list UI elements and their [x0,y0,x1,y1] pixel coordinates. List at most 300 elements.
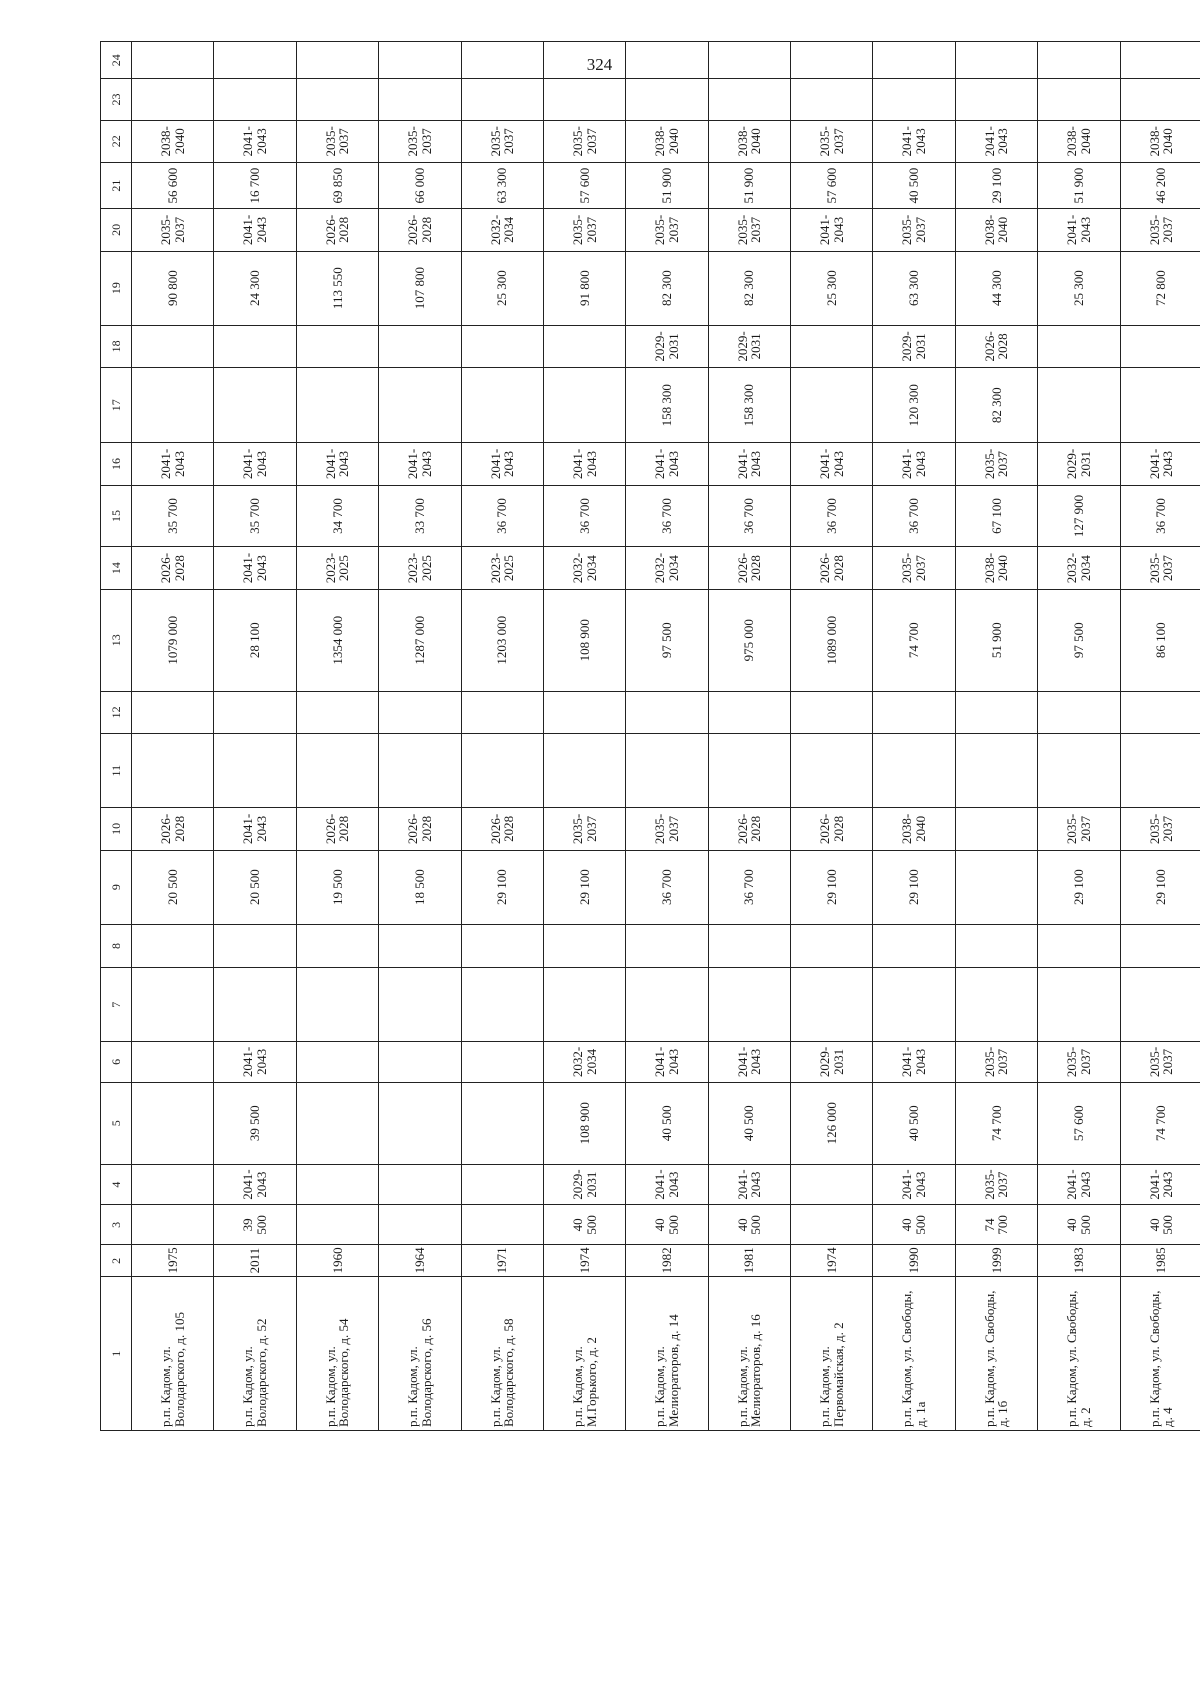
table-cell: 2038-2040 [1038,120,1120,162]
table-cell: 2023-2025 [379,547,461,589]
table-row [461,42,543,1431]
table-cell [379,368,461,443]
table-cell [379,1205,461,1245]
table-cell [955,924,1037,967]
table-cell: 97 500 [626,589,708,691]
table-cell: 2026-2028 [132,808,214,850]
table-cell: 108 900 [543,589,625,691]
column-header: 4 [101,1165,132,1205]
table-row [1120,42,1200,1431]
table-cell: 33 700 [379,485,461,547]
table-cell [214,924,296,967]
table-cell [1038,734,1120,808]
table-cell [791,1165,873,1205]
table-cell: 1203 000 [461,589,543,691]
renovation-schedule-table [100,41,1200,1431]
address-cell: р.п. Кадом, ул. Володарского, д. 105 [132,1277,214,1431]
table-cell: 158 300 [626,368,708,443]
table-cell: 975 000 [708,589,790,691]
address-cell: р.п. Кадом, ул. Свободы, д. 1а [873,1277,955,1431]
table-cell [1038,968,1120,1042]
table-cell: 40 500 [626,1205,708,1245]
table-cell: 2029-2031 [626,325,708,367]
table-cell: 2032-2034 [543,547,625,589]
table-cell: 2035-2037 [543,808,625,850]
table-cell: 63 300 [873,251,955,325]
table-row [379,42,461,1431]
table-cell: 2041-2043 [626,443,708,485]
table-cell: 57 600 [543,162,625,208]
column-header: 7 [101,968,132,1042]
address-cell: р.п. Кадом, ул. Свободы, д. 4 [1120,1277,1200,1431]
table-cell [296,42,378,79]
table-cell: 2035-2037 [296,120,378,162]
column-header: 1 [101,1277,132,1431]
table-cell [955,850,1037,924]
table-cell: 113 550 [296,251,378,325]
table-cell [461,691,543,733]
table-cell: 2041-2043 [214,209,296,251]
table-cell [132,1042,214,1082]
table-cell: 74 700 [955,1082,1037,1164]
table-cell [873,42,955,79]
table-cell [543,325,625,367]
column-header: 20 [101,209,132,251]
table-cell: 2029-2031 [708,325,790,367]
table-cell: 127 900 [1038,485,1120,547]
table-cell: 1982 [626,1245,708,1277]
table-cell: 2026-2028 [791,547,873,589]
table-cell: 51 900 [1038,162,1120,208]
table-cell: 1990 [873,1245,955,1277]
table-cell: 2035-2037 [873,209,955,251]
table-cell: 2041-2043 [1038,1165,1120,1205]
table-cell: 40 500 [873,162,955,208]
column-header: 10 [101,808,132,850]
table-cell [379,325,461,367]
table-cell: 74 700 [873,589,955,691]
table-cell [1120,42,1200,79]
table-cell [379,734,461,808]
table-cell: 2035-2037 [873,547,955,589]
table-cell [626,42,708,79]
table-cell: 36 700 [708,485,790,547]
table-cell: 2023-2025 [296,547,378,589]
table-cell: 2041-2043 [955,120,1037,162]
table-cell [132,691,214,733]
table-cell: 2041-2043 [791,209,873,251]
table-cell [296,368,378,443]
table-cell [708,968,790,1042]
table-cell [708,924,790,967]
table-cell: 2041-2043 [461,443,543,485]
table-cell: 2041-2043 [214,120,296,162]
table-cell [296,1082,378,1164]
table-cell: 2035-2037 [791,120,873,162]
table-cell: 39 500 [214,1082,296,1164]
table-cell: 2035-2037 [543,209,625,251]
table-cell [791,691,873,733]
table-cell: 86 100 [1120,589,1200,691]
table-cell: 1983 [1038,1245,1120,1277]
table-cell: 39 500 [214,1205,296,1245]
table-cell [1038,325,1120,367]
table-cell: 63 300 [461,162,543,208]
address-cell: р.п. Кадом, ул. Володарского, д. 54 [296,1277,378,1431]
table-cell: 2038-2040 [955,209,1037,251]
table-cell [214,42,296,79]
table-cell: 2041-2043 [708,1042,790,1082]
table-cell: 36 700 [626,485,708,547]
table-cell: 1287 000 [379,589,461,691]
table-cell [708,734,790,808]
table-cell: 97 500 [1038,589,1120,691]
table-cell [955,42,1037,79]
table-cell: 2035-2037 [1120,1042,1200,1082]
table-row [214,42,296,1431]
table-cell [461,368,543,443]
table-cell: 2041-2043 [214,1042,296,1082]
table-cell: 36 700 [543,485,625,547]
column-header: 3 [101,1205,132,1245]
table-cell [1120,691,1200,733]
table-cell [1120,924,1200,967]
table-cell: 2038-2040 [955,547,1037,589]
table-cell [379,1042,461,1082]
table-cell: 2035-2037 [543,120,625,162]
table-cell: 40 500 [708,1205,790,1245]
table-cell: 2035-2037 [955,1042,1037,1082]
table-cell: 2038-2040 [132,120,214,162]
table-cell: 2041-2043 [543,443,625,485]
table-cell [214,79,296,120]
table-cell: 1971 [461,1245,543,1277]
table-cell: 2029-2031 [873,325,955,367]
table-cell: 2038-2040 [1120,120,1200,162]
table-cell: 1974 [543,1245,625,1277]
table-cell: 29 100 [543,850,625,924]
table-cell: 126 000 [791,1082,873,1164]
column-header: 23 [101,79,132,120]
table-cell: 40 500 [1120,1205,1200,1245]
table-cell: 66 000 [379,162,461,208]
table-cell: 74 700 [1120,1082,1200,1164]
table-cell: 82 300 [708,251,790,325]
table-cell [791,1205,873,1245]
column-header: 16 [101,443,132,485]
table-cell [1120,734,1200,808]
table-cell [873,734,955,808]
table-cell [296,734,378,808]
table-cell: 90 800 [132,251,214,325]
table-cell [543,734,625,808]
table-cell: 2026-2028 [379,209,461,251]
table-row [132,42,214,1431]
table-cell: 2029-2031 [791,1042,873,1082]
table-cell: 69 850 [296,162,378,208]
column-header: 19 [101,251,132,325]
table-cell [1120,325,1200,367]
table-cell [296,1165,378,1205]
table-cell [1038,924,1120,967]
table-row [626,42,708,1431]
table-cell [461,42,543,79]
table-cell: 2041-2043 [873,1165,955,1205]
table-cell: 36 700 [873,485,955,547]
table-cell [791,924,873,967]
table-cell [873,691,955,733]
table-cell [379,691,461,733]
table-cell: 19 500 [296,850,378,924]
table-cell [626,734,708,808]
column-number-row [101,42,132,1431]
column-header: 11 [101,734,132,808]
table-cell [132,1205,214,1245]
table-cell: 35 700 [132,485,214,547]
table-row [708,42,790,1431]
table-cell [791,42,873,79]
table-cell [543,968,625,1042]
table-cell: 2023-2025 [461,547,543,589]
table-cell: 158 300 [708,368,790,443]
table-cell: 40 500 [873,1082,955,1164]
table-cell: 40 500 [626,1082,708,1164]
table-cell: 82 300 [626,251,708,325]
column-header: 2 [101,1245,132,1277]
table-cell [296,924,378,967]
column-header: 8 [101,924,132,967]
table-cell: 35 700 [214,485,296,547]
table-cell: 2035-2037 [1038,1042,1120,1082]
table-cell: 1964 [379,1245,461,1277]
table-cell: 1089 000 [791,589,873,691]
table-cell [543,79,625,120]
column-header: 12 [101,691,132,733]
table-cell: 36 700 [626,850,708,924]
table-cell: 2029-2031 [1038,443,1120,485]
table-cell [296,79,378,120]
table-cell [379,1082,461,1164]
table-cell: 16 700 [214,162,296,208]
table-cell [132,325,214,367]
table-cell: 56 600 [132,162,214,208]
table-cell [296,691,378,733]
table-cell: 28 100 [214,589,296,691]
table-cell [791,968,873,1042]
table-cell [214,325,296,367]
table-cell: 82 300 [955,368,1037,443]
table-cell [461,1205,543,1245]
table-cell [626,968,708,1042]
table-cell [543,691,625,733]
table-cell [1038,368,1120,443]
table-cell: 34 700 [296,485,378,547]
table-cell: 2041-2043 [873,443,955,485]
table-cell: 2041-2043 [214,1165,296,1205]
table-cell: 2035-2037 [955,1165,1037,1205]
column-header: 17 [101,368,132,443]
table-cell [379,924,461,967]
table-cell: 40 500 [873,1205,955,1245]
table-cell: 36 700 [1120,485,1200,547]
table-cell: 36 700 [708,850,790,924]
table-cell: 2032-2034 [461,209,543,251]
table-cell: 91 800 [543,251,625,325]
table-cell: 2026-2028 [296,808,378,850]
table-cell [461,734,543,808]
table-cell [543,42,625,79]
table-cell: 2041-2043 [791,443,873,485]
table-cell: 2038-2040 [708,120,790,162]
table-cell [296,968,378,1042]
table-cell: 2029-2031 [543,1165,625,1205]
table-cell [461,1082,543,1164]
table-cell: 1354 000 [296,589,378,691]
table-cell: 1975 [132,1245,214,1277]
table-cell [873,968,955,1042]
table-cell [873,79,955,120]
table-cell: 20 500 [132,850,214,924]
address-cell: р.п. Кадом, ул. Мелиораторов, д. 14 [626,1277,708,1431]
column-header: 13 [101,589,132,691]
table-cell: 2041-2043 [132,443,214,485]
table-cell: 2041-2043 [1120,1165,1200,1205]
table-cell: 1999 [955,1245,1037,1277]
table-cell: 29 100 [873,850,955,924]
table-cell [296,325,378,367]
rotated-table-frame [100,41,1200,1431]
table-cell [708,79,790,120]
table-cell [132,924,214,967]
table-cell [379,42,461,79]
table-cell: 2032-2034 [1038,547,1120,589]
table-cell: 72 800 [1120,251,1200,325]
table-cell: 2035-2037 [379,120,461,162]
table-cell: 2035-2037 [1120,547,1200,589]
table-cell: 29 100 [461,850,543,924]
table-cell: 40 500 [1038,1205,1120,1245]
table-cell [461,1165,543,1205]
table-cell: 2032-2034 [626,547,708,589]
table-cell [132,1082,214,1164]
table-cell: 2026-2028 [955,325,1037,367]
table-row [791,42,873,1431]
table-cell [708,691,790,733]
table-cell: 2026-2028 [132,547,214,589]
table-cell: 29 100 [791,850,873,924]
column-header: 15 [101,485,132,547]
table-cell [132,1165,214,1205]
column-header: 18 [101,325,132,367]
table-cell [461,79,543,120]
table-cell: 57 600 [791,162,873,208]
address-cell: р.п. Кадом, ул. М.Горького, д. 2 [543,1277,625,1431]
table-cell: 2035-2037 [626,808,708,850]
table-cell [1038,79,1120,120]
table-cell: 2041-2043 [1120,443,1200,485]
table-cell [214,734,296,808]
address-cell: р.п. Кадом, ул. Володарского, д. 58 [461,1277,543,1431]
table-cell: 51 900 [708,162,790,208]
table-cell: 29 100 [1120,850,1200,924]
table-cell [955,691,1037,733]
table-cell: 1981 [708,1245,790,1277]
table-cell: 2035-2037 [132,209,214,251]
table-cell: 2035-2037 [708,209,790,251]
table-cell [296,1042,378,1082]
column-header: 22 [101,120,132,162]
table-cell [461,968,543,1042]
table-cell [543,368,625,443]
table-cell: 2035-2037 [955,443,1037,485]
table-cell: 51 900 [955,589,1037,691]
table-cell: 2035-2037 [1038,808,1120,850]
table-cell: 2041-2043 [708,1165,790,1205]
table-cell: 2026-2028 [461,808,543,850]
table-cell: 2041-2043 [214,808,296,850]
table-cell: 29 100 [955,162,1037,208]
table-cell: 25 300 [791,251,873,325]
table-cell: 24 300 [214,251,296,325]
table-cell [296,1205,378,1245]
table-cell [379,1165,461,1205]
address-cell: р.п. Кадом, ул. Володарского, д. 56 [379,1277,461,1431]
table-cell: 2041-2043 [708,443,790,485]
table-cell [379,968,461,1042]
table-cell: 2026-2028 [791,808,873,850]
table-cell: 25 300 [461,251,543,325]
table-cell [791,734,873,808]
table-cell: 1974 [791,1245,873,1277]
table-cell [1120,368,1200,443]
table-cell [132,79,214,120]
table-cell: 120 300 [873,368,955,443]
table-cell: 40 500 [543,1205,625,1245]
table-cell: 107 800 [379,251,461,325]
table-cell [132,968,214,1042]
address-cell: р.п. Кадом, ул. Володарского, д. 52 [214,1277,296,1431]
table-cell: 2041-2043 [214,443,296,485]
column-header: 21 [101,162,132,208]
table-cell: 51 900 [626,162,708,208]
table-cell [132,42,214,79]
table-cell: 44 300 [955,251,1037,325]
table-cell: 1079 000 [132,589,214,691]
table-cell [1038,691,1120,733]
table-cell: 2026-2028 [379,808,461,850]
table-row [296,42,378,1431]
table-cell: 2011 [214,1245,296,1277]
table-cell: 46 200 [1120,162,1200,208]
table-cell: 2041-2043 [296,443,378,485]
table-cell [379,79,461,120]
table-body [132,42,1200,1431]
table-cell: 2041-2043 [214,547,296,589]
address-cell: р.п. Кадом, ул. Свободы, д. 1б [955,1277,1037,1431]
table-cell: 2026-2028 [708,547,790,589]
column-header: 5 [101,1082,132,1164]
table-row [543,42,625,1431]
table-cell [955,79,1037,120]
table-cell [214,368,296,443]
table-cell: 2041-2043 [873,120,955,162]
table-cell: 57 600 [1038,1082,1120,1164]
table-cell: 2035-2037 [1120,209,1200,251]
table-cell [1038,42,1120,79]
table-cell: 36 700 [461,485,543,547]
table-cell [873,924,955,967]
table-row [1038,42,1120,1431]
